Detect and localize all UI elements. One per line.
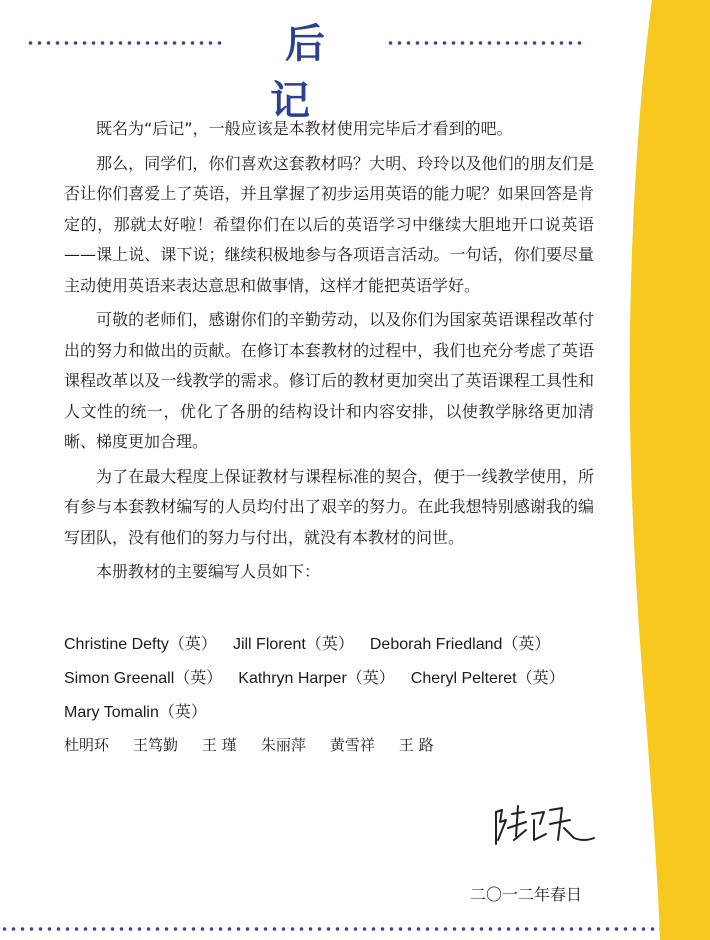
- author-name-cn: 朱丽萍: [260, 735, 306, 754]
- author-name: Kathryn Harper（英）: [238, 669, 395, 687]
- paragraph-teachers: 可敬的老师们，感谢你们的辛勤劳动，以及你们为国家英语课程改革付出的努力和做出的贡献。在修订本套教材的过程中，我们也充分考虑了英语课程改革以及一线教学的需求。修订后的教材更加突出了英语课程工具性和人文性的统一，优化了各册的结构设计和内容安排，以使教学脉络更加清晰、梯度更加合理。: [64, 310, 594, 451]
- author-name: Cheryl Pelteret（英）: [410, 669, 565, 687]
- author-name: Christine Defty（英）: [64, 635, 217, 653]
- author-row-chinese: [64, 727, 604, 761]
- author-name-cn: 黄雪祥: [329, 735, 375, 754]
- paragraph-intro: 既名为“后记”，一般应该是本教材使用完毕后才看到的吧。: [96, 119, 513, 138]
- author-row: [64, 659, 604, 693]
- author-row: [64, 693, 604, 727]
- paragraph-team: 为了在最大程度上保证教材与课程标准的契合，便于一线教学使用，所有参与本套教材编写的人员均付出了艰辛的努力。在此我想特别感谢我的编写团队，没有他们的努力与付出，就没有本教材的问世。: [64, 466, 594, 547]
- paragraph-authors-intro: 本册教材的主要编写人员如下：: [96, 562, 321, 581]
- author-name-cn: 王 路: [398, 735, 434, 754]
- date: 二〇一二年春日: [469, 885, 582, 904]
- author-name: Jill Florent（英）: [232, 635, 354, 653]
- handwritten-signature: [488, 800, 598, 850]
- page-title: 后 记: [270, 21, 355, 124]
- author-list: [64, 625, 604, 761]
- title-dots-left: [26, 40, 222, 46]
- afterword-body: [64, 114, 594, 588]
- author-name-cn: 王 瑾: [202, 735, 237, 754]
- paragraph-students: 那么，同学们，你们喜欢这套教材吗？大明、玲玲以及他们的朋友们是否让你们喜爱上了英语，并且掌握了初步运用英语的能力呢？如果回答是肯定的，那就太好啦！希望你们在以后的英语学习中继续大胆地开口说英语——课上说、课下说；继续积极地参与各项语言活动。一句话，你们要尽量主动使用英语来表达意思和做事情，这样才能把英语学好。: [64, 153, 594, 295]
- author-name: Mary Tomalin（英）: [64, 703, 207, 721]
- title-dots-right: [386, 40, 584, 46]
- author-name: Simon Greenall（英）: [64, 669, 223, 687]
- bottom-dots: [0, 926, 660, 932]
- author-name: Deborah Friedland（英）: [369, 635, 551, 653]
- author-name-cn: 杜明环: [64, 735, 110, 754]
- author-name-cn: 王笃勤: [133, 735, 179, 754]
- author-row: [64, 625, 604, 659]
